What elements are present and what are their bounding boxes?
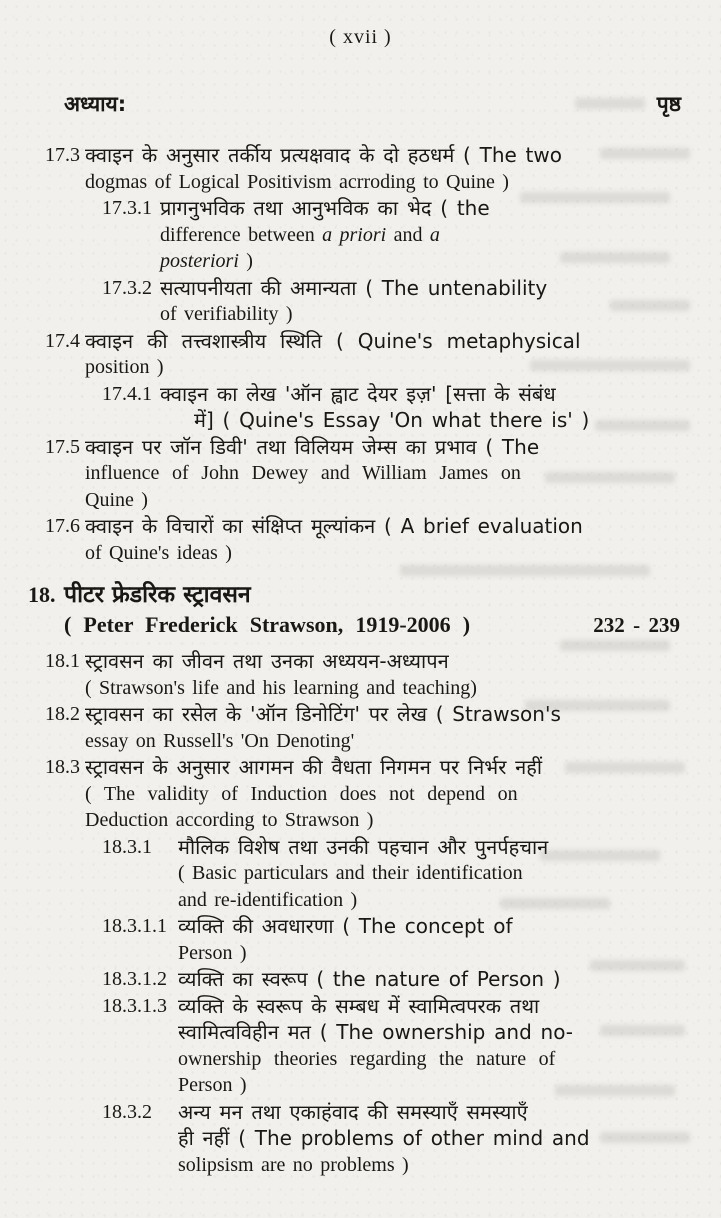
entry-number: 18.3.1.1 bbox=[102, 915, 167, 937]
entry-number: 17.3.2 bbox=[102, 276, 152, 299]
entry-number: 17.4 bbox=[45, 329, 80, 352]
entry-text-italic: posteriori bbox=[160, 250, 239, 272]
entry-number: 18.1 bbox=[45, 650, 80, 672]
toc-entry-18-3-1 bbox=[0, 834, 721, 914]
toc-entry-17-3-2 bbox=[0, 275, 721, 328]
entry-line: influence of John Dewey and William James on bbox=[85, 462, 521, 484]
entry-line: सत्यापनीयता की अमान्यता ( The untenability bbox=[160, 275, 548, 300]
entry-line: स्ट्रावसन का रसेल के 'ऑन डिनोटिंग' पर लेख ( Strawson's bbox=[85, 702, 561, 726]
toc-entry-18-3-1-3 bbox=[0, 993, 721, 1099]
entry-line: व्यक्ति का स्वरूप ( the nature of Person ) bbox=[178, 967, 561, 991]
table-of-contents bbox=[0, 142, 721, 1178]
toc-entry-18-3-1-2 bbox=[0, 966, 721, 993]
entry-text-italic: a bbox=[429, 223, 440, 246]
toc-entry-17-6 bbox=[0, 513, 721, 566]
entry-number: 17.6 bbox=[45, 515, 80, 537]
section-heading-title-hindi: पीटर फ्रेडरिक स्ट्रावसन bbox=[64, 582, 251, 608]
entry-line: स्ट्रावसन का जीवन तथा उनका अध्ययन-अध्यापन bbox=[85, 649, 449, 673]
entry-line: ownership theories regarding the nature of bbox=[178, 1047, 556, 1070]
entry-text-italic: a priori bbox=[322, 223, 387, 246]
entry-number: 18.3.1.2 bbox=[102, 968, 167, 990]
entry-text: and bbox=[386, 223, 430, 246]
entry-line: क्वाइन का लेख 'ऑन ह्वाट देयर इज़' [सत्ता के संबंध bbox=[160, 381, 556, 406]
entry-line: Person ) bbox=[178, 1074, 247, 1096]
toc-entry-17-4-1 bbox=[0, 381, 721, 434]
entry-text: difference between bbox=[160, 223, 323, 246]
page-number-header: ( xvii ) bbox=[329, 26, 392, 48]
entry-number: 18.3.2 bbox=[102, 1100, 152, 1123]
entry-line: अन्य मन तथा एकाहंवाद की समस्याएँ समस्याएँ bbox=[178, 1099, 528, 1124]
entry-line: ( The validity of Induction does not depend on bbox=[85, 782, 518, 805]
entry-line: क्वाइन पर जॉन डिवी' तथा विलियम जेम्स का प्रभाव ( The bbox=[85, 434, 540, 459]
toc-entry-17-5 bbox=[0, 434, 721, 514]
entry-line: Deduction according to Strawson ) bbox=[85, 809, 374, 831]
entry-line: व्यक्ति की अवधारणा ( The concept of bbox=[178, 914, 513, 938]
toc-entry-17-3 bbox=[0, 142, 721, 195]
entry-line: क्वाइन के अनुसार तर्कीय प्रत्यक्षवाद के दो हठधर्म ( The two bbox=[85, 143, 562, 167]
entry-line: dogmas of Logical Positivism acrroding to Quine ) bbox=[85, 170, 509, 193]
toc-entry-18-3-1-1 bbox=[0, 913, 721, 966]
entry-number: 17.5 bbox=[45, 435, 80, 458]
entry-line: Person ) bbox=[178, 941, 247, 964]
entry-line: and re-identification ) bbox=[178, 888, 358, 911]
entry-line: क्वाइन के विचारों का संक्षिप्त मूल्यांकन ( A brief evaluation bbox=[85, 514, 583, 538]
toc-entry-17-4 bbox=[0, 328, 721, 381]
entry-line: स्वामित्वविहीन मत ( The ownership and no- bbox=[178, 1020, 574, 1044]
entry-line: क्वाइन की तत्त्वशास्त्रीय स्थिति ( Quine's metaphysical bbox=[85, 328, 581, 353]
entry-line: में] ( Quine's Essay 'On what there is' ) bbox=[194, 408, 590, 432]
entry-line: व्यक्ति के स्वरूप के सम्बध में स्वामित्वपरक तथा bbox=[178, 993, 540, 1018]
entry-line: प्रागनुभविक तथा आनुभविक का भेद ( the bbox=[160, 196, 490, 220]
entry-line: ही नहीं ( The problems of other mind and bbox=[178, 1126, 590, 1150]
entry-line: स्ट्रावसन के अनुसार आगमन की वैधता निगमन पर निर्भर नहीं bbox=[85, 755, 543, 779]
section-heading-18 bbox=[0, 580, 721, 640]
entry-number: 17.3.1 bbox=[102, 197, 152, 219]
entry-number: 17.3 bbox=[45, 144, 80, 166]
entry-line: ( Basic particulars and their identification bbox=[178, 862, 523, 884]
entry-line: मौलिक विशेष तथा उनकी पहचान और पुनर्पहचान bbox=[178, 834, 549, 859]
toc-entry-18-2 bbox=[0, 701, 721, 754]
entry-line: of Quine's ideas ) bbox=[85, 541, 232, 564]
toc-entry-18-3 bbox=[0, 754, 721, 834]
page-column-label: पृष्ठ bbox=[656, 92, 681, 116]
entry-line bbox=[160, 248, 721, 275]
entry-line: of verifiability ) bbox=[160, 303, 293, 325]
column-labels-row bbox=[64, 90, 681, 114]
chapter-column-label: अध्याय: bbox=[64, 92, 127, 116]
toc-entry-18-3-2 bbox=[0, 1099, 721, 1179]
entry-line: ( Strawson's life and his learning and teaching) bbox=[85, 676, 477, 699]
entry-number: 18.3.1.3 bbox=[102, 994, 167, 1017]
entry-number: 18.3 bbox=[45, 756, 80, 778]
section-heading-number: 18. bbox=[28, 582, 56, 607]
entry-number: 18.3.1 bbox=[102, 835, 152, 858]
toc-entry-17-3-1 bbox=[0, 195, 721, 275]
entry-line: Quine ) bbox=[85, 488, 148, 511]
entry-line bbox=[160, 222, 721, 249]
toc-entry-18-1 bbox=[0, 648, 721, 701]
entry-number: 18.2 bbox=[45, 703, 80, 725]
entry-line: position ) bbox=[85, 356, 164, 378]
entry-line: solipsism are no problems ) bbox=[178, 1153, 409, 1176]
entry-number: 17.4.1 bbox=[102, 382, 152, 405]
section-heading-title-english: ( Peter Frederick Strawson, 1919-2006 ) bbox=[64, 612, 471, 637]
entry-text: ) bbox=[238, 250, 253, 272]
entry-line: essay on Russell's 'On Denoting' bbox=[85, 729, 355, 752]
page-range: 232 - 239 bbox=[593, 613, 680, 637]
